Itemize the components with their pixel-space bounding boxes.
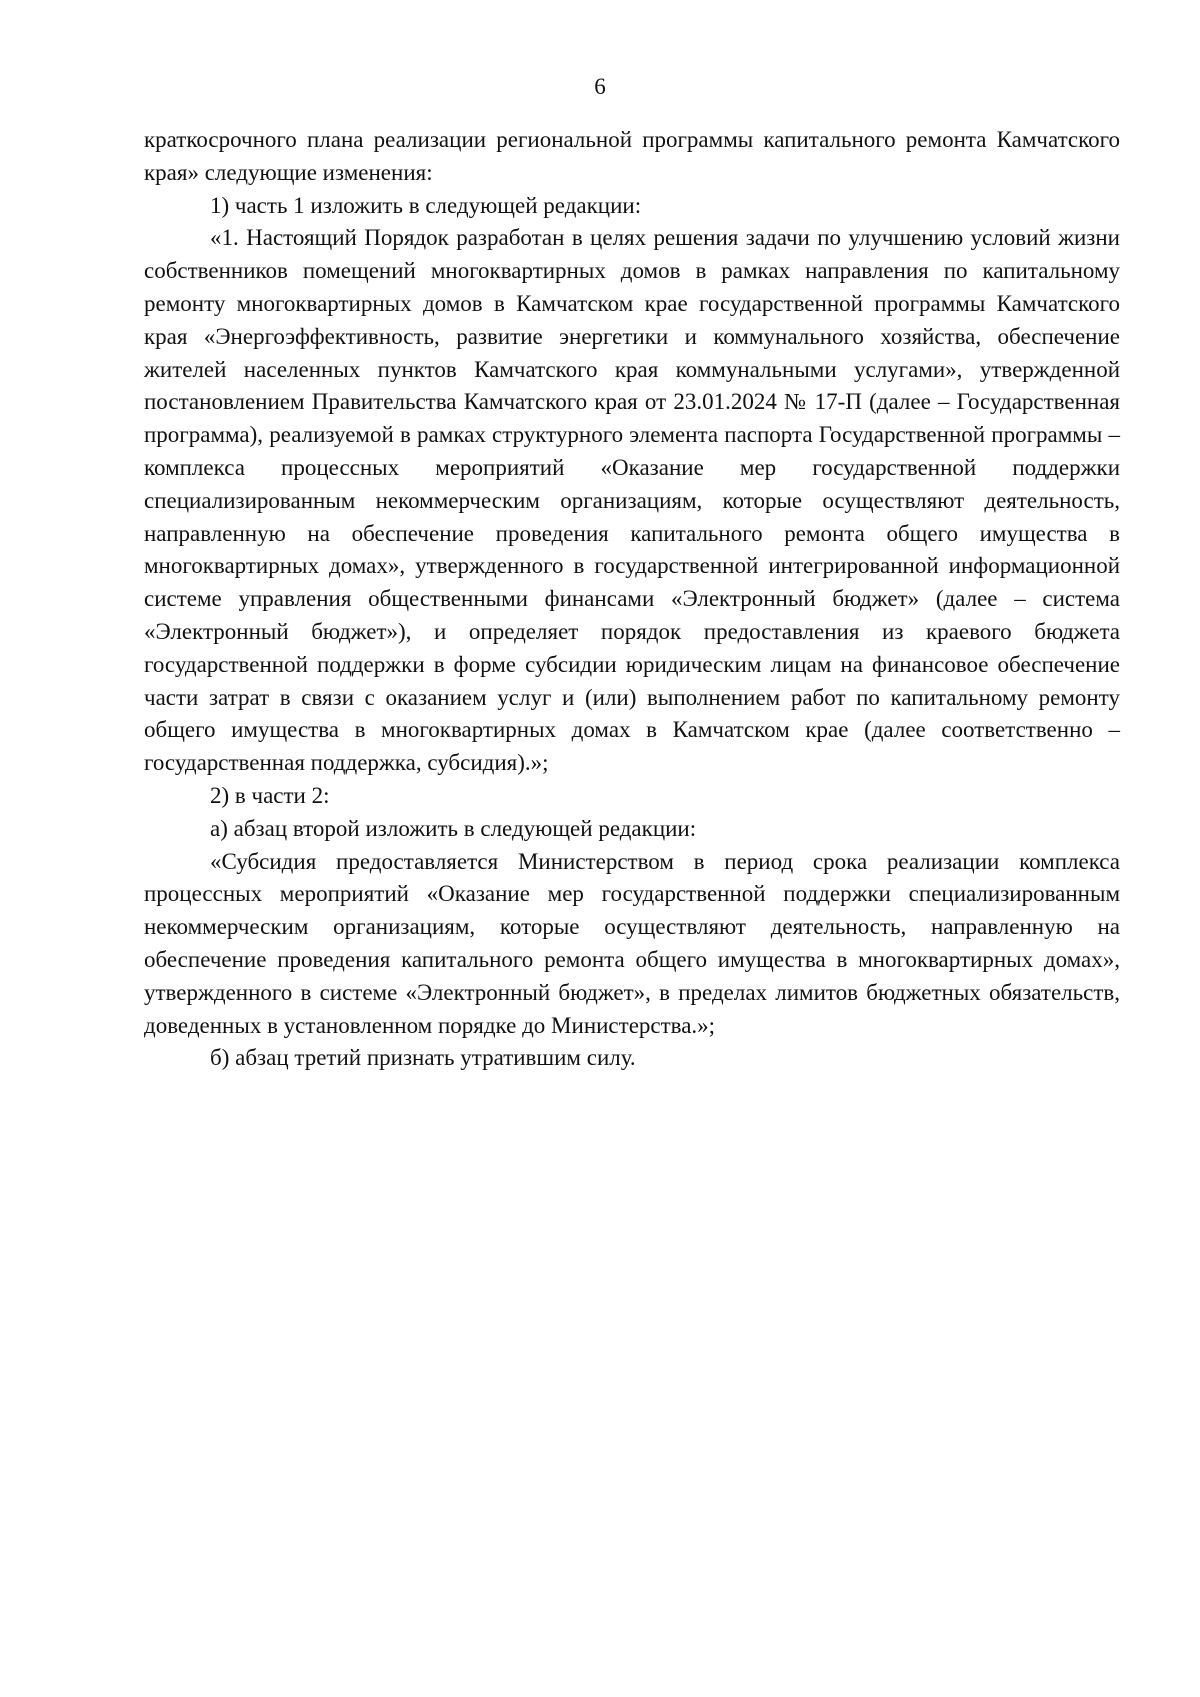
page-number: 6 (594, 74, 606, 99)
document-body (144, 124, 1120, 1075)
paragraph: 1) часть 1 изложить в следующей редакции: (210, 192, 642, 218)
paragraph: «Субсидия предоставляется Министерством в период срока реализации комплекса процессных мероприятий «Оказание мер государственной поддержки специализированным некоммерческим организациям, которые осуществляют деятельность, направленную на обеспечение проведения капитального ремонта общего имущества в многоквартирных домах», утвержденного в системе «Электронный бюджет», в пределах лимитов бюджетных обязательств, доведенных в установленном порядке до Министерства.»; (144, 848, 1120, 1038)
paragraph: краткосрочного плана реализации региональной программы капитального ремонта Камчатского края» следующие изменения: (144, 127, 1120, 185)
paragraph: 2) в части 2: (210, 782, 330, 808)
paragraph: а) абзац второй изложить в следующей редакции: (210, 815, 697, 841)
paragraph: б) абзац третий признать утратившим силу. (210, 1045, 636, 1071)
paragraph: «1. Настоящий Порядок разработан в целях решения задачи по улучшению условий жизни собственников помещений многоквартирных домов в рамках направления по капитальному ремонту многоквартирных домов в Камчатском крае государственной программы Камчатского края «Энергоэффективность, развитие энергетики и коммунального хозяйства, обеспечение жителей населенных пунктов Камчатского края коммунальными услугами», утвержденной постановлением Правительства Камчатского края от 23.01.2024 № 17-П (далее – Государственная программа), реализуемой в рамках структурного элемента паспорта Государственной программы – комплекса процессных мероприятий «Оказание мер государственной поддержки специализированным некоммерческим организациям, которые осуществляют деятельность, направленную на обеспечение проведения капитального ремонта общего имущества в многоквартирных домах», утвержденного в государственной интегрированной информационной системе управления общественными финансами «Электронный бюджет» (далее – система «Электронный бюджет»), и определяет порядок предоставления из краевого бюджета государственной поддержки в форме субсидии юридическим лицам на финансовое обеспечение части затрат в связи с оказанием услуг и (или) выполнением работ по капитальному ремонту общего имущества в многоквартирных домах в Камчатском крае (далее соответственно – государственная поддержка, субсидия).»; (144, 225, 1120, 776)
